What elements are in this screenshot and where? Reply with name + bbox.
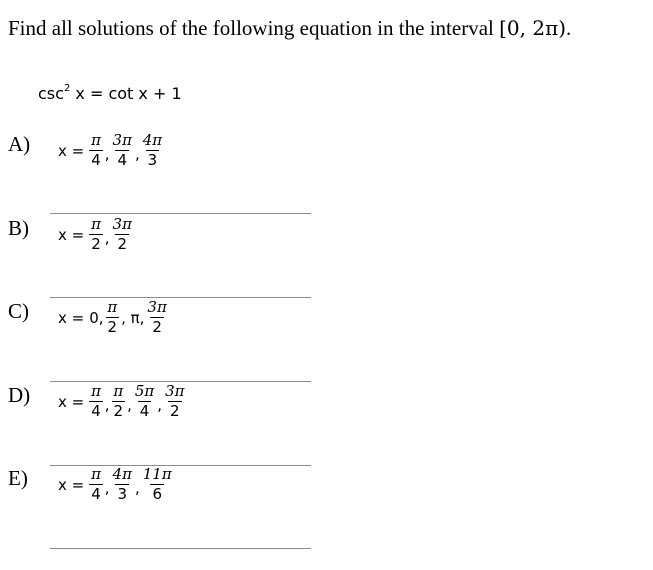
denominator: 2: [91, 235, 101, 253]
answer-lhs: x =: [58, 225, 85, 244]
numerator: π: [91, 131, 101, 149]
choice-d[interactable]: [0, 383, 653, 467]
equation-rest: x = cot x + 1: [70, 84, 182, 103]
question-text: [8, 16, 571, 41]
fraction: [142, 132, 163, 169]
fraction: [89, 466, 103, 503]
denominator: 2: [113, 402, 124, 420]
choice-e[interactable]: [0, 466, 653, 550]
answer-lhs: x =: [58, 141, 85, 160]
denominator: 2: [107, 318, 118, 336]
separator-comma: ,: [157, 395, 163, 414]
numerator: 5π: [134, 382, 155, 400]
answer-lhs: x =: [58, 308, 85, 327]
fraction: [112, 383, 126, 420]
question-prompt: Find all solutions of the following equation in the interval: [8, 16, 500, 40]
choice-answer: [58, 466, 174, 503]
numerator: 3π: [112, 131, 132, 149]
denominator: 4: [91, 402, 101, 420]
choice-letter: B): [8, 216, 29, 240]
plain-term: , π,: [121, 308, 145, 327]
denominator: 3: [117, 485, 128, 503]
denominator: 2: [169, 402, 180, 420]
fraction: [106, 299, 120, 336]
denominator: 4: [139, 402, 150, 420]
separator-comma: ,: [104, 228, 110, 247]
separator-comma: ,: [104, 395, 110, 414]
numerator: π: [91, 465, 101, 483]
choice-letter: E): [8, 466, 28, 490]
fraction: [146, 299, 167, 336]
fraction: [142, 466, 173, 503]
fraction: [112, 216, 133, 253]
numerator: 11π: [142, 465, 172, 483]
denominator: 4: [91, 485, 101, 503]
numerator: 4π: [112, 465, 132, 483]
separator-comma: ,: [104, 478, 110, 497]
question-period: .: [566, 16, 572, 40]
denominator: 6: [152, 485, 162, 503]
fraction: [89, 383, 103, 420]
choice-a[interactable]: [0, 132, 653, 216]
interval: [0, 2π): [499, 16, 567, 40]
separator-comma: ,: [134, 478, 140, 497]
plain-term: 0,: [89, 308, 104, 327]
choice-answer: [58, 132, 164, 169]
numerator: π: [91, 215, 101, 233]
numerator: 3π: [147, 298, 167, 316]
equation: [38, 84, 182, 103]
equation-func: csc: [38, 84, 64, 103]
denominator: 4: [117, 151, 128, 169]
fraction: [89, 216, 103, 253]
choice-letter: A): [8, 132, 31, 156]
fraction: [89, 132, 103, 169]
fraction: [164, 383, 185, 420]
denominator: 3: [147, 151, 158, 169]
choice-b[interactable]: [0, 216, 653, 300]
numerator: 3π: [165, 382, 185, 400]
numerator: 4π: [142, 131, 163, 149]
numerator: π: [107, 298, 118, 316]
choice-answer: [58, 216, 134, 253]
separator-comma: ,: [127, 395, 132, 414]
denominator: 2: [117, 235, 128, 253]
denominator: 4: [91, 151, 101, 169]
answer-lhs: x =: [58, 392, 85, 411]
fraction: [112, 466, 133, 503]
answer-lhs: x =: [58, 475, 85, 494]
separator-comma: ,: [134, 144, 140, 163]
choice-letter: C): [8, 299, 29, 323]
numerator: π: [113, 382, 124, 400]
choice-divider: [50, 297, 311, 298]
choice-c[interactable]: [0, 299, 653, 383]
choice-answer: [58, 299, 169, 336]
numerator: 3π: [112, 215, 132, 233]
denominator: 2: [152, 318, 162, 336]
choice-answer: [58, 383, 186, 420]
fraction: [134, 383, 155, 420]
choice-divider: [50, 213, 311, 214]
fraction: [112, 132, 133, 169]
choice-letter: D): [8, 383, 31, 407]
numerator: π: [91, 382, 101, 400]
choice-divider: [50, 548, 311, 549]
separator-comma: ,: [104, 144, 110, 163]
equation-exponent: 2: [63, 83, 71, 94]
